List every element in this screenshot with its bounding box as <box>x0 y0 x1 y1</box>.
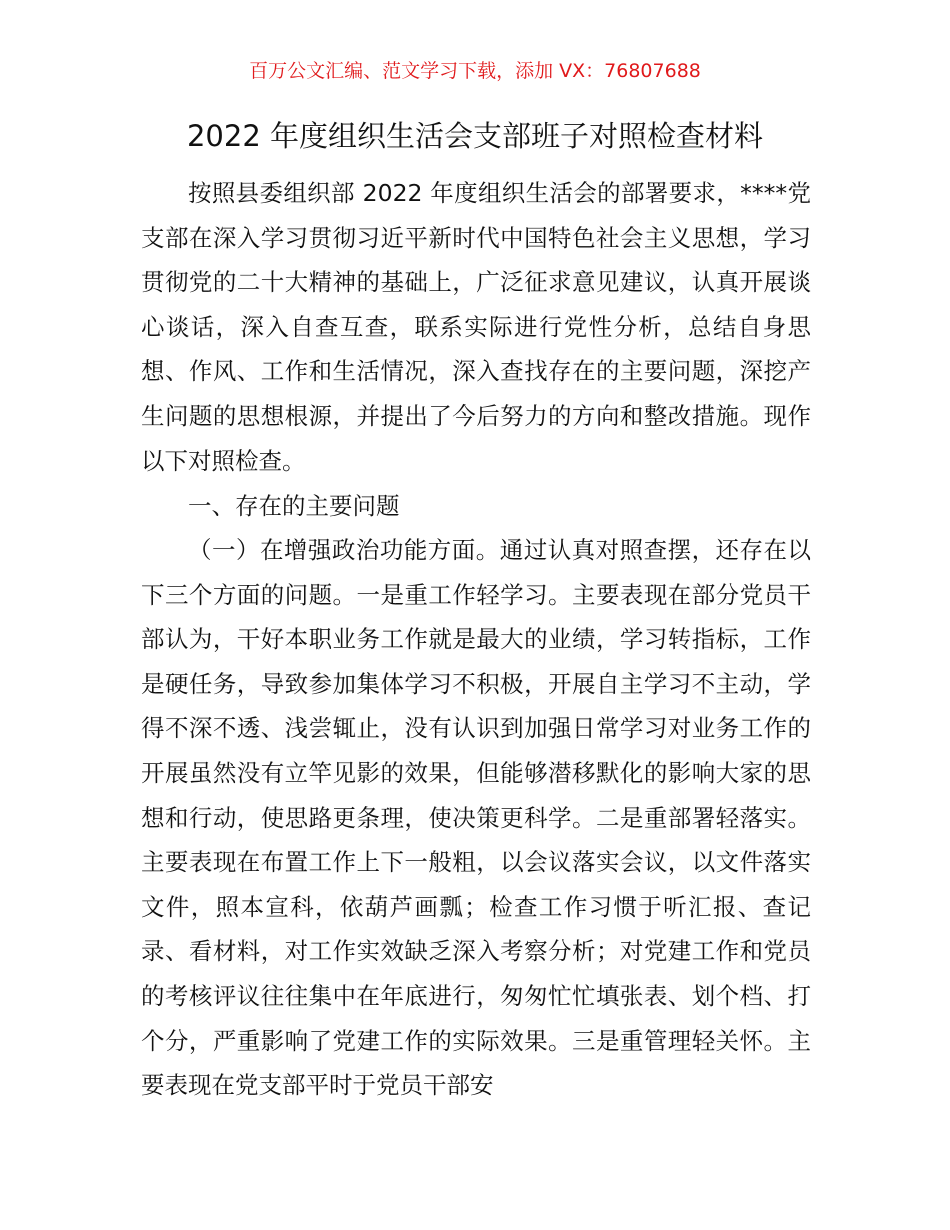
paragraph-intro: 按照县委组织部 2022 年度组织生活会的部署要求，****党支部在深入学习贯彻习近平新时代中国特色社会主义思想，学习贯彻党的二十大精神的基础上，广泛征求意见建议，认真开展谈心谈话，深入自查互查，联系实际进行党性分析，总结自身思想、作风、工作和生活情况，深入查找存在的主要问题，深挖产生问题的思想根源，并提出了今后努力的方向和整改措施。现作以下对照检查。 <box>141 179 811 475</box>
document-title: 2022 年度组织生活会支部班子对照检查材料 <box>186 119 764 153</box>
header-watermark-note: 百万公文汇编、范文学习下载，添加 VX：76807688 <box>249 60 701 82</box>
section-heading-main-problems: 一、存在的主要问题 <box>188 492 400 520</box>
paragraph-political-function: （一）在增强政治功能方面。通过认真对照查摆，还存在以下三个方面的问题。一是重工作轻学习。主要表现在部分党员干部认为，干好本职业务工作就是最大的业绩，学习转指标，工作是硬任务，导致参加集体学习不积极，开展自主学习不主动，学得不深不透、浅尝辄止，没有认识到加强日常学习对业务工作的开展虽然没有立竿见影的效果，但能够潜移默化的影响大家的思想和行动，使思路更条理，使决策更科学。二是重部署轻落实。主要表现在布置工作上下一般粗，以会议落实会议，以文件落实文件，照本宣科，依葫芦画瓢；检查工作习惯于听汇报、查记录、看材料，对工作实效缺乏深入考察分析；对党建工作和党员的考核评议往往集中在年底进行，匆匆忙忙填张表、划个档、打个分，严重影响了党建工作的实际效果。三是重管理轻关怀。主要表现在党支部平时于党员干部安 <box>141 536 811 1100</box>
